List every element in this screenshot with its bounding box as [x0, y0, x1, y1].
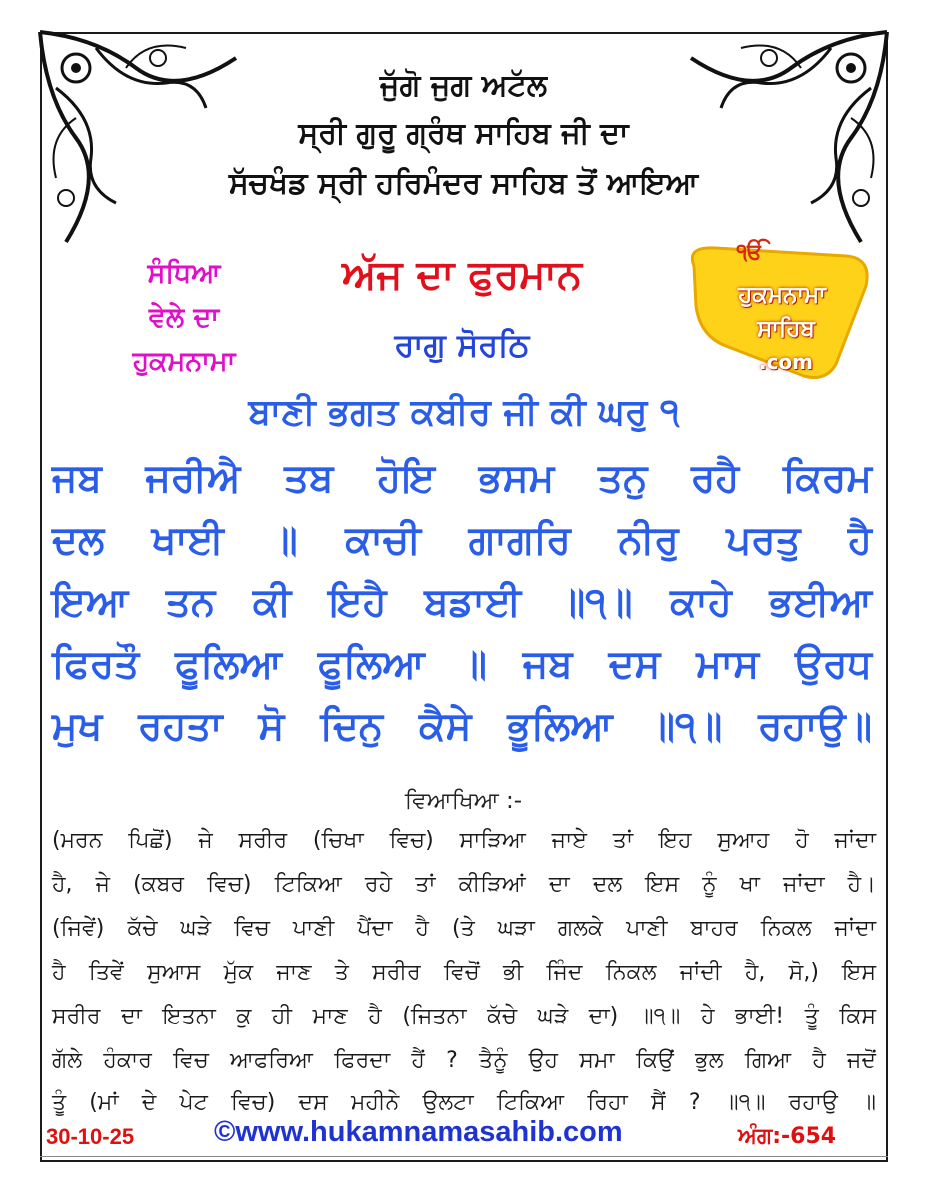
bani-line: ਇਆ ਤਨ ਕੀ ਇਹੈ ਬਡਾਈ ॥੧॥ ਕਾਹੇ ਭਈਆ	[52, 580, 872, 625]
bani-line: ਮੁਖ ਰਹਤਾ ਸੋ ਦਿਨੁ ਕੈਸੇ ਭੂਲਿਆ ॥੧॥ ਰਹਾਉ॥	[52, 704, 872, 749]
bani-heading: ਬਾਣੀ ਭਗਤ ਕਬੀਰ ਜੀ ਕੀ ਘਰੁ ੧	[248, 392, 680, 433]
evening-hukamnama-label	[94, 252, 274, 384]
logo-line-2: ਸਾਹਿਬ	[757, 316, 815, 342]
footer-website-link[interactable]: ©www.hukamnamasahib.com	[214, 1116, 623, 1148]
bani-line: ਜਬ ਜਰੀਐ ਤਬ ਹੋਇ ਭਸਮ ਤਨੁ ਰਹੈ ਕਿਰਮ	[52, 456, 872, 501]
explanation-line: ਤੂੰ (ਮਾਂ ਦੇ ਪੇਟ ਵਿਚ) ਦਸ ਮਹੀਨੇ ਉਲਟਾ ਟਿਕਿਆ ਰਿਹਾ ਸੈਂ ? ॥੧॥ ਰਹਾਉ ॥	[52, 1090, 876, 1115]
footer-date: 30-10-25	[46, 1124, 135, 1149]
logo-ek-onkar: ੴ	[736, 240, 764, 265]
explanation-title: ਵਿਆਖਿਆ :-	[404, 788, 523, 814]
bani-line: ਦਲ ਖਾਈ ॥ ਕਾਚੀ ਗਾਗਰਿ ਨੀਰੁ ਪਰਤੁ ਹੈ	[52, 518, 872, 563]
badge-line-3: ਹੁਕਮਨਾਮਾ	[132, 346, 236, 377]
footer-ang-number: ਅੰਗ:-654	[738, 1124, 837, 1149]
header-line-2: ਸ੍ਰੀ ਗੁਰੂ ਗ੍ਰੰਥ ਸਾਹਿਬ ਜੀ ਦਾ	[298, 116, 629, 151]
explanation-line: ਹੈ, ਜੇ (ਕਬਰ ਵਿਚ) ਟਿਕਿਆ ਰਹੇ ਤਾਂ ਕੀੜਿਆਂ ਦਾ ਦਲ ਇਸ ਨੂੰ ਖਾ ਜਾਂਦਾ ਹੈ।	[52, 872, 876, 897]
explanation-line: ਗੱਲੇ ਹੰਕਾਰ ਵਿਚ ਆਫਰਿਆ ਫਿਰਦਾ ਹੈਂ ? ਤੈਨੂੰ ਉਹ ਸਮਾ ਕਿਉਂ ਭੁਲ ਗਿਆ ਹੈ ਜਦੋਂ	[52, 1048, 876, 1073]
badge-line-2: ਵੇਲੇ ਦਾ	[148, 302, 220, 333]
logo-line-1: ਹੁਕਮਨਾਮਾ	[738, 282, 826, 308]
raag-title: ਰਾਗੁ ਸੋਰਠਿ	[394, 326, 530, 364]
explanation-line: (ਜਿਵੇਂ) ਕੱਚੇ ਘੜੇ ਵਿਚ ਪਾਣੀ ਪੈਂਦਾ ਹੈ (ਤੇ ਘੜਾ ਗਲਕੇ ਪਾਣੀ ਬਾਹਰ ਨਿਕਲ ਜਾਂਦਾ	[52, 916, 876, 941]
bani-line: ਫਿਰਤੌ ਫੂਲਿਆ ਫੂਲਿਆ ॥ ਜਬ ਦਸ ਮਾਸ ਉਰਧ	[52, 642, 872, 687]
hukamnama-sahib-logo	[676, 236, 876, 386]
explanation-line: ਹੈ ਤਿਵੇਂ ਸੁਆਸ ਮੁੱਕ ਜਾਣ ਤੇ ਸਰੀਰ ਵਿਚੋਂ ਭੀ ਜਿੰਦ ਨਿਕਲ ਜਾਂਦੀ ਹੈ, ਸੋ,) ਇਸ	[52, 960, 876, 985]
page-title: ਅੱਜ ਦਾ ਫੁਰਮਾਨ	[342, 252, 582, 298]
badge-line-1: ਸੰਧਿਆ	[147, 258, 221, 289]
footer-divider	[40, 1156, 888, 1157]
logo-line-3: .com	[758, 350, 814, 374]
header-line-1: ਜੁੱਗੋ ਜੁਗ ਅਟੱਲ	[379, 68, 548, 103]
explanation-line: (ਮਰਨ ਪਿਛੋਂ) ਜੇ ਸਰੀਰ (ਚਿਖਾ ਵਿਚ) ਸਾੜਿਆ ਜਾਏ ਤਾਂ ਇਹ ਸੁਆਹ ਹੋ ਜਾਂਦਾ	[52, 828, 876, 853]
header-line-3: ਸੱਚਖੰਡ ਸ੍ਰੀ ਹਰਿਮੰਦਰ ਸਾਹਿਬ ਤੋਂ ਆਇਆ	[228, 166, 699, 201]
explanation-line: ਸਰੀਰ ਦਾ ਇਤਨਾ ਕੁ ਹੀ ਮਾਣ ਹੈ (ਜਿਤਨਾ ਕੱਚੇ ਘੜੇ ਦਾ) ॥੧॥ ਹੇ ਭਾਈ! ਤੂੰ ਕਿਸ	[52, 1004, 876, 1029]
